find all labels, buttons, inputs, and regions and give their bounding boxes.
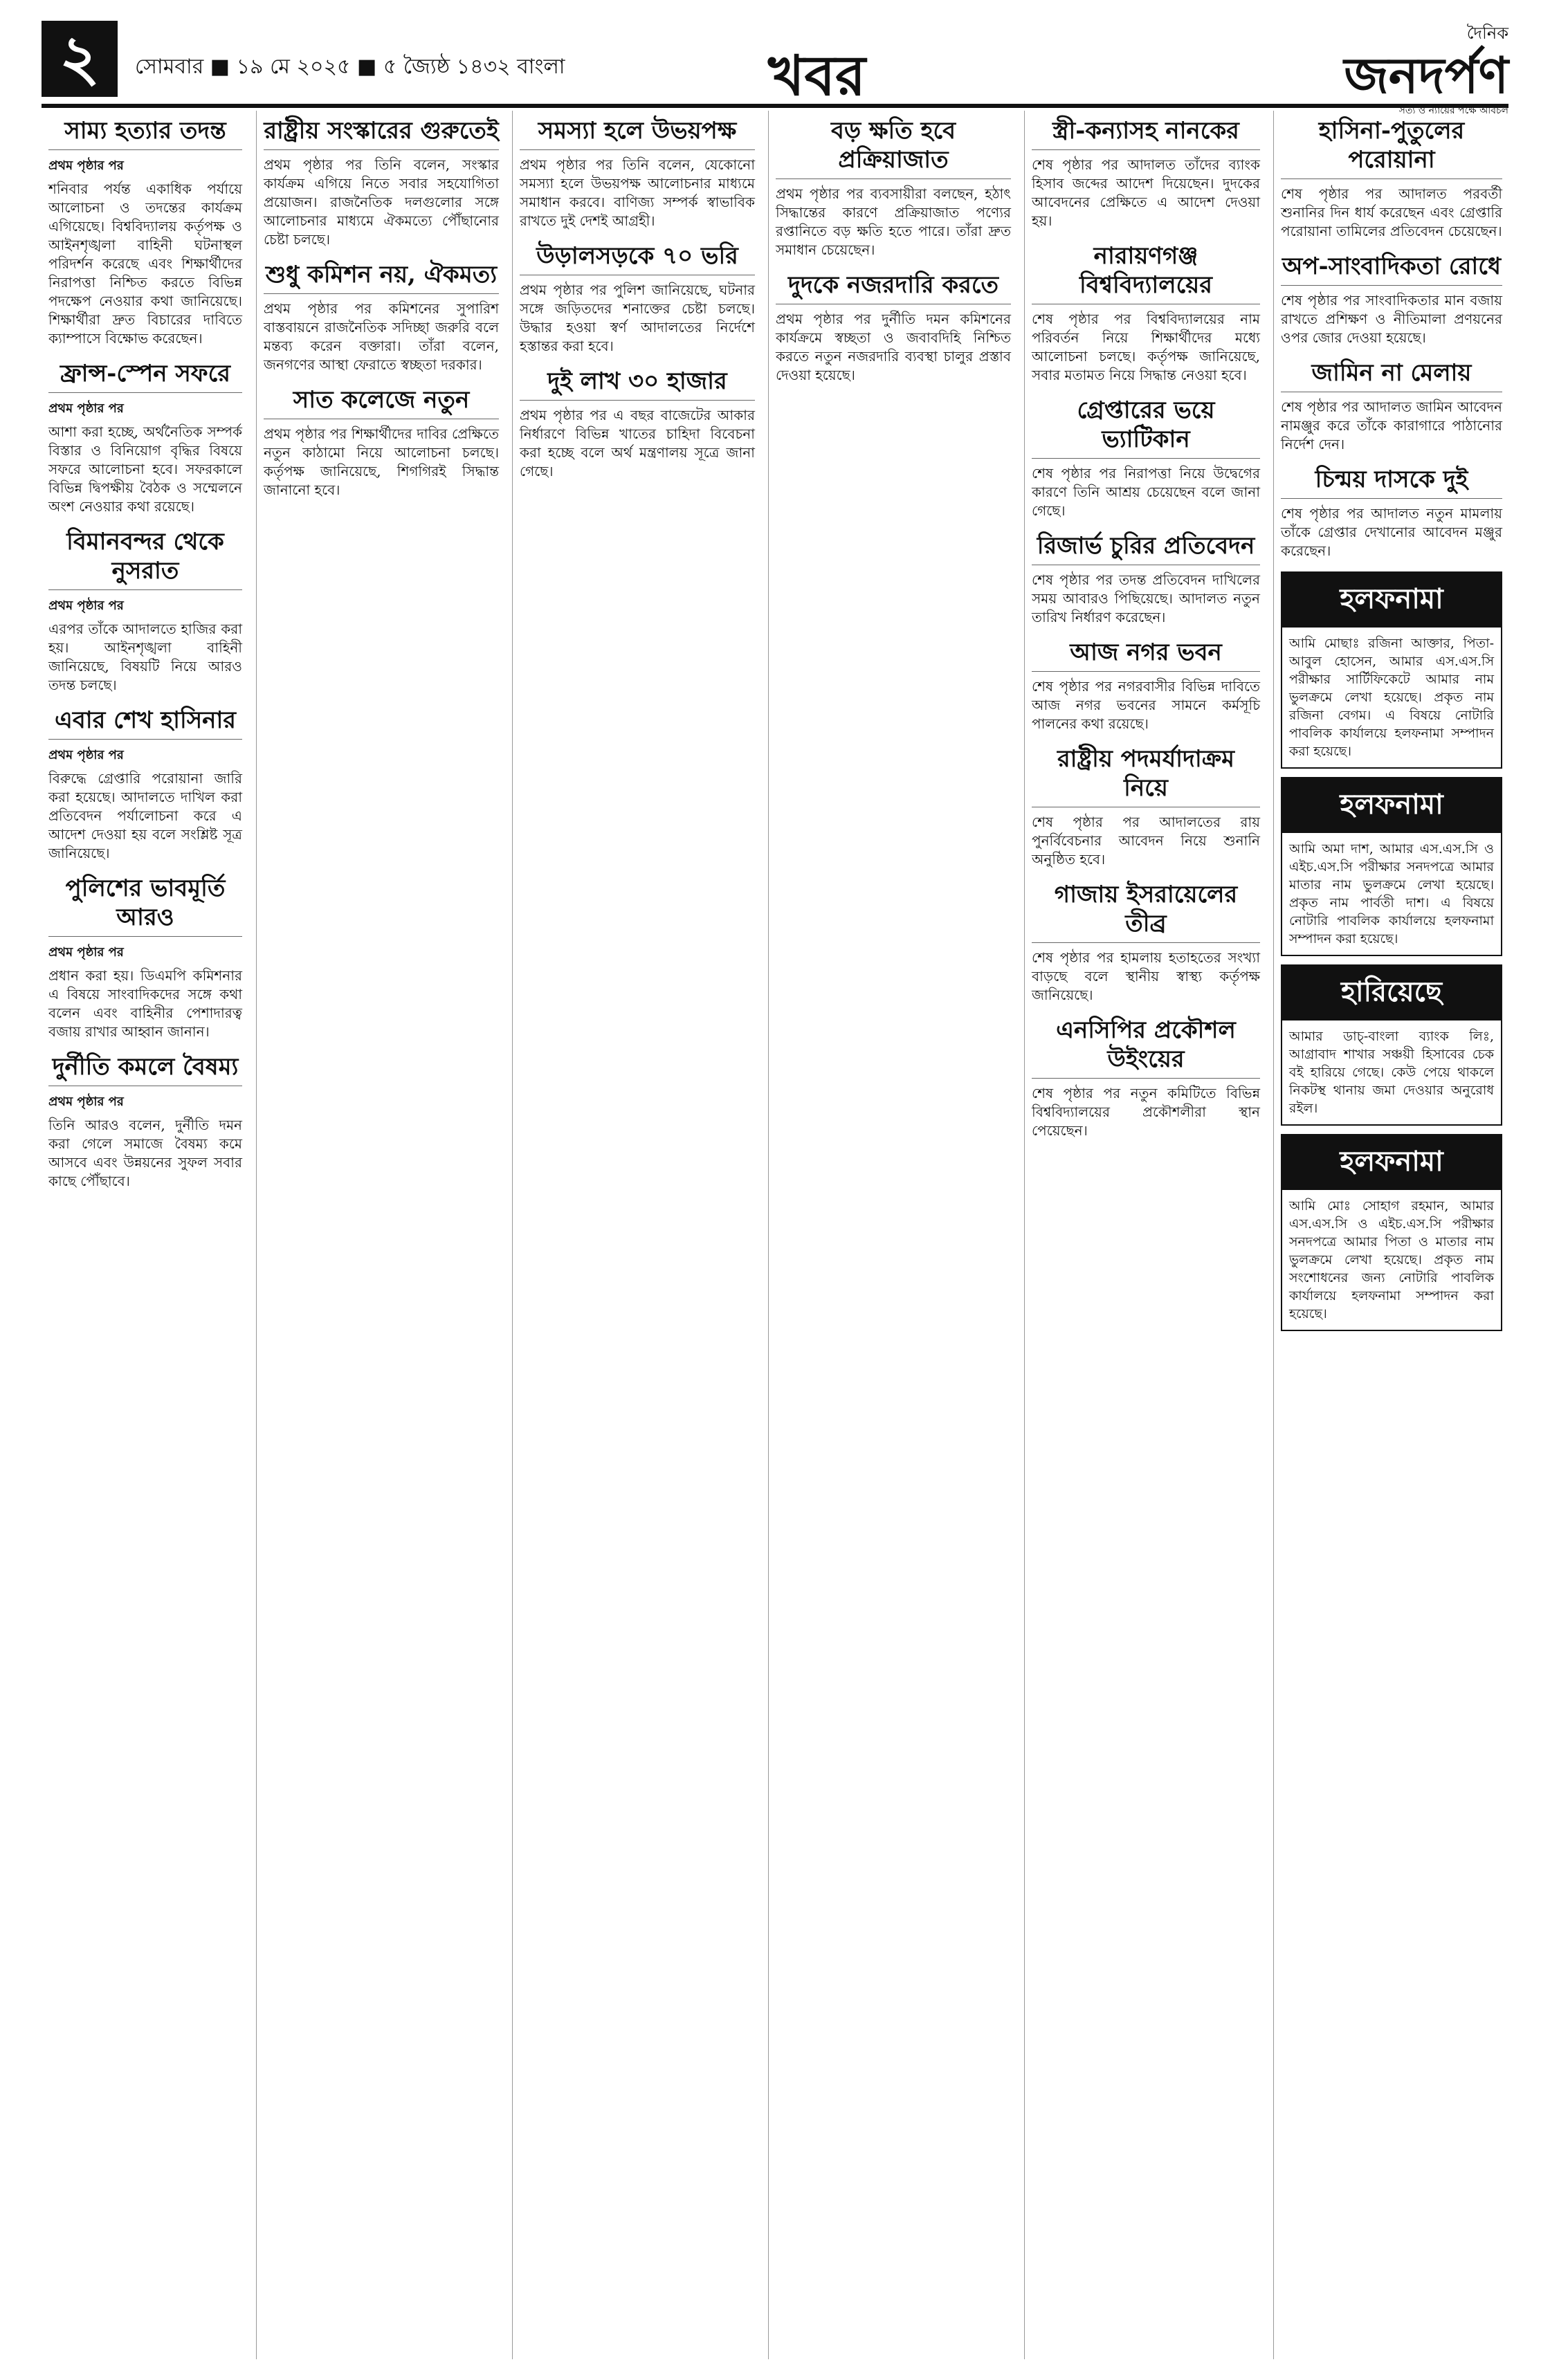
story-body: তিনি আরও বলেন, দুর্নীতি দমন করা গেলে সমাজে বৈষম্য কমে আসবে এবং উন্নয়নের সুফল সবার কাছে পৌঁছাবে।	[48, 1117, 242, 1189]
column-3	[512, 111, 762, 2359]
story-body: প্রধান করা হয়। ডিএমপি কমিশনার এ বিষয়ে সাংবাদিকদের সঙ্গে কথা বলেন এবং বাহিনীর পেশাদারত্ব বজায় রাখার আহ্বান জানান।	[48, 967, 242, 1040]
page-number: ২	[42, 21, 118, 97]
story	[1032, 396, 1260, 520]
column-4	[768, 111, 1018, 2359]
story	[1032, 744, 1260, 869]
story-body: শেষ পৃষ্ঠার পর নগরবাসীর বিভিন্ন দাবিতে আজ নগর ভবনের সামনে কর্মসূচি পালনের কথা রয়েছে।	[1032, 678, 1260, 732]
story-body: শেষ পৃষ্ঠার পর নতুন কমিটিতে বিভিন্ন বিশ্ববিদ্যালয়ের প্রকৌশলীরা স্থান পেয়েছেন।	[1032, 1085, 1260, 1139]
classified-ad	[1281, 777, 1502, 956]
story	[520, 241, 755, 356]
story-body: প্রথম পৃষ্ঠার পর এ বছর বাজেটের আকার নির্ধারণে বিভিন্ন খাতের চাহিদা বিবেচনা করা হচ্ছে বলে অর্থ মন্ত্রণালয় সূত্রে জানা গেছে।	[520, 407, 755, 479]
continued-label: প্রথম পৃষ্ঠার পর	[48, 598, 124, 613]
story	[1281, 465, 1502, 560]
continued-label: প্রথম পৃষ্ঠার পর	[48, 1095, 124, 1109]
story	[264, 385, 499, 500]
story-body: প্রথম পৃষ্ঠার পর দুর্নীতি দমন কমিশনের কার্যক্রমে স্বচ্ছতা ও জবাবদিহি নিশ্চিত করতে নতুন নজরদারি ব্যবস্থা চালুর প্রস্তাব দেওয়া হয়েছে।	[776, 311, 1011, 383]
story-headline: সমস্যা হলে উভয়পক্ষ	[520, 116, 755, 150]
story-headline: বিমানবন্দর থেকে নুসরাত	[48, 527, 242, 590]
story-headline: গ্রেপ্তারের ভয়ে ভ্যাটিকান	[1032, 396, 1260, 459]
story-headline: দুদকে নজরদারি করতে	[776, 271, 1011, 304]
classified-ad	[1281, 571, 1502, 769]
masthead-bar	[42, 21, 1508, 116]
story	[48, 874, 242, 1041]
story	[520, 367, 755, 481]
classified-ad	[1281, 1134, 1502, 1331]
story-body: প্রথম পৃষ্ঠার পর শিক্ষার্থীদের দাবির প্রেক্ষিতে নতুন কাঠামো নিয়ে আলোচনা চলছে। কর্তৃপক্ষ জানিয়েছে, শিগগিরই সিদ্ধান্ত জানানো হবে।	[264, 425, 499, 498]
story-body: প্রথম পৃষ্ঠার পর পুলিশ জানিয়েছে, ঘটনার সঙ্গে জড়িতদের শনাক্তের চেষ্টা চলছে। উদ্ধার হওয়া স্বর্ণ আদালতের নির্দেশে হস্তান্তর করা হবে।	[520, 282, 755, 354]
story-headline: সাত কলেজে নতুন	[264, 385, 499, 419]
story-headline: নারায়ণগঞ্জ বিশ্ববিদ্যালয়ের	[1032, 241, 1260, 304]
story-body: শেষ পৃষ্ঠার পর হামলায় হতাহতের সংখ্যা বাড়ছে বলে স্থানীয় স্বাস্থ্য কর্তৃপক্ষ জানিয়েছে।	[1032, 949, 1260, 1003]
story-body: শেষ পৃষ্ঠার পর বিশ্ববিদ্যালয়ের নাম পরিবর্তন নিয়ে শিক্ষার্থীদের মধ্যে আলোচনা চলছে। কর্তৃপক্ষ জানিয়েছে, সবার মতামত নিয়ে সিদ্ধান্ত নেওয়া হবে।	[1032, 311, 1260, 383]
story	[1281, 116, 1502, 241]
section-title: খবর	[768, 44, 866, 108]
story-headline: অপ-সাংবাদিকতা রোধে	[1281, 252, 1502, 286]
story-headline: এনসিপির প্রকৌশল উইংয়ের	[1032, 1016, 1260, 1079]
story	[264, 116, 499, 249]
story	[1281, 252, 1502, 347]
story-body: শেষ পৃষ্ঠার পর আদালত জামিন আবেদন নামঞ্জুর করে তাঁকে কারাগারে পাঠানোর নির্দেশ দেন।	[1281, 399, 1502, 452]
story	[48, 706, 242, 863]
ad-title: হলফনামা	[1282, 778, 1501, 833]
story-headline: দুর্নীতি কমলে বৈষম্য	[48, 1052, 242, 1086]
story-body: প্রথম পৃষ্ঠার পর ব্যবসায়ীরা বলছেন, হঠাৎ সিদ্ধান্তের কারণে প্রক্রিয়াজাত পণ্যের রপ্তানিতে বড় ক্ষতি হতে পারে। তাঁরা দ্রুত সমাধান চেয়েছেন।	[776, 185, 1011, 258]
column-6	[1273, 111, 1509, 2359]
story-headline: ফ্রান্স-স্পেন সফরে	[48, 359, 242, 393]
story-headline: উড়ালসড়কে ৭০ ভরি	[520, 241, 755, 275]
story-body: শেষ পৃষ্ঠার পর আদালত তাঁদের ব্যাংক হিসাব জব্দের আদেশ দিয়েছেন। দুদকের আবেদনের প্রেক্ষিতে এ আদেশ দেওয়া হয়।	[1032, 156, 1260, 229]
column-2	[256, 111, 506, 2359]
story-headline: চিন্ময় দাসকে দুই	[1281, 465, 1502, 499]
story-body: আশা করা হচ্ছে, অর্থনৈতিক সম্পর্ক বিস্তার ও বিনিয়োগ বৃদ্ধির বিষয়ে সফরে আলোচনা হবে। সফরকালে বিভিন্ন দ্বিপক্ষীয় বৈঠক ও সম্মেলনে অংশ নেওয়ার কথা রয়েছে।	[48, 423, 242, 515]
column-5	[1024, 111, 1267, 2359]
story-headline: স্ত্রী-কন্যাসহ নানকের	[1032, 116, 1260, 150]
story-headline: বড় ক্ষতি হবে প্রক্রিয়াজাত	[776, 116, 1011, 179]
ad-body: আমি মোছাঃ রজিনা আক্তার, পিতা- আবুল হোসেন, আমার এস.এস.সি পরীক্ষার সার্টিফিকেটে আমার নাম ভুলক্রমে লেখা হয়েছে। প্রকৃত নাম রজিনা বেগম। এ বিষয়ে নোটারি পাবলিক কার্যালয়ে হলফনামা সম্পাদন করা হয়েছে।	[1289, 636, 1494, 759]
story	[776, 271, 1011, 385]
story-body: শেষ পৃষ্ঠার পর আদালত পরবর্তী শুনানির দিন ধার্য করেছেন এবং গ্রেপ্তারি পরোয়ানা তামিলের প্রতিবেদন চেয়েছেন।	[1281, 185, 1502, 239]
ad-body: আমি অমা দাশ, আমার এস.এস.সি ও এইচ.এস.সি পরীক্ষার সনদপত্রে আমার মাতার নাম ভুলক্রমে লেখা হয়েছে। প্রকৃত নাম পার্বতী দাশ। এ বিষয়ে নোটারি পাবলিক কার্যালয়ে হলফনামা সম্পাদন করা হয়েছে।	[1289, 841, 1494, 946]
story-headline: রাষ্ট্রীয় সংস্কারের গুরুতেই	[264, 116, 499, 150]
story	[264, 260, 499, 374]
story-body: প্রথম পৃষ্ঠার পর তিনি বলেন, যেকোনো সমস্যা হলে উভয়পক্ষ আলোচনার মাধ্যমে সমাধান করবে। বাণিজ্য সম্পর্ক স্বাভাবিক রাখতে দুই দেশই আগ্রহী।	[520, 156, 755, 229]
story-headline: এবার শেখ হাসিনার	[48, 706, 242, 740]
story	[48, 527, 242, 695]
story-body: শেষ পৃষ্ঠার পর তদন্ত প্রতিবেদন দাখিলের সময় আবারও পিছিয়েছে। আদালত নতুন তারিখ নির্ধারণ করেছেন।	[1032, 571, 1260, 625]
story	[1281, 358, 1502, 454]
story-body: বিরুদ্ধে গ্রেপ্তারি পরোয়ানা জারি করা হয়েছে। আদালতে দাখিল করা প্রতিবেদন পর্যালোচনা করে এ আদেশ দেওয়া হয় বলে সংশ্লিষ্ট সূত্র জানিয়েছে।	[48, 770, 242, 861]
story-headline: দুই লাখ ৩০ হাজার	[520, 367, 755, 401]
column-1	[42, 111, 249, 2359]
story-headline: রিজার্ভ চুরির প্রতিবেদন	[1032, 531, 1260, 565]
ad-title: হারিয়েছে	[1282, 966, 1501, 1020]
story-body: শেষ পৃষ্ঠার পর নিরাপত্তা নিয়ে উদ্বেগের কারণে তিনি আশ্রয় চেয়েছেন বলে জানা গেছে।	[1032, 465, 1260, 519]
ad-body: আমার ডাচ্‌-বাংলা ব্যাংক লিঃ, আগ্রাবাদ শাখার সঞ্চয়ী হিসাবের চেক বই হারিয়ে গেছে। কেউ পেয়ে থাকলে নিকটস্থ থানায় জমা দেওয়ার অনুরোধ রইল।	[1289, 1029, 1494, 1116]
story-body: প্রথম পৃষ্ঠার পর তিনি বলেন, সংস্কার কার্যক্রম এগিয়ে নিতে সবার সহযোগিতা প্রয়োজন। রাজনৈতিক দলগুলোর সঙ্গে আলোচনার মাধ্যমে ঐকমত্যে পৌঁছানোর চেষ্টা চলছে।	[264, 156, 499, 248]
story-headline: সাম্য হত্যার তদন্ত	[48, 116, 242, 150]
story	[520, 116, 755, 230]
story	[1032, 638, 1260, 733]
story	[1032, 116, 1260, 230]
story	[776, 116, 1011, 259]
story	[48, 116, 242, 348]
story-body: এরপর তাঁকে আদালতে হাজির করা হয়। আইনশৃঙ্খলা বাহিনী জানিয়েছে, বিষয়টি নিয়ে আরও তদন্ত চলছে।	[48, 621, 242, 693]
logo-prefix: দৈনিক	[1466, 24, 1508, 43]
ad-title: হলফনামা	[1282, 573, 1501, 628]
continued-label: প্রথম পৃষ্ঠার পর	[48, 748, 124, 762]
newspaper-logo	[1259, 21, 1508, 116]
continued-label: প্রথম পৃষ্ঠার পর	[48, 945, 124, 960]
story-headline: হাসিনা-পুতুলের পরোয়ানা	[1281, 116, 1502, 179]
dateline: সোমবার ■ ১৯ মে ২০২৫ ■ ৫ জ্যৈষ্ঠ ১৪৩২ বাংলা	[135, 55, 565, 79]
story	[1032, 880, 1260, 1005]
story-body: শেষ পৃষ্ঠার পর আদালত নতুন মামলায় তাঁকে গ্রেপ্তার দেখানোর আবেদন মঞ্জুর করেছেন।	[1281, 505, 1502, 559]
story-headline: রাষ্ট্রীয় পদমর্যাদাক্রম নিয়ে	[1032, 744, 1260, 807]
story-body: শেষ পৃষ্ঠার পর আদালতের রায় পুনর্বিবেচনার আবেদন নিয়ে শুনানি অনুষ্ঠিত হবে।	[1032, 814, 1260, 868]
story	[48, 359, 242, 516]
classified-ad	[1281, 964, 1502, 1126]
story	[48, 1052, 242, 1191]
continued-label: প্রথম পৃষ্ঠার পর	[48, 401, 124, 416]
story-body: শেষ পৃষ্ঠার পর সাংবাদিকতার মান বজায় রাখতে প্রশিক্ষণ ও নীতিমালা প্রণয়নের ওপর জোর দেওয়া হয়েছে।	[1281, 292, 1502, 346]
story-headline: শুধু কমিশন নয়, ঐকমত্য	[264, 260, 499, 294]
continued-label: প্রথম পৃষ্ঠার পর	[48, 158, 124, 173]
story-body: প্রথম পৃষ্ঠার পর কমিশনের সুপারিশ বাস্তবায়নে রাজনৈতিক সদিচ্ছা জরুরি বলে মন্তব্য করেন বক্তারা। তাঁরা বলেন, জনগণের আস্থা ফেরাতে স্বচ্ছতা দরকার।	[264, 300, 499, 373]
story-headline: আজ নগর ভবন	[1032, 638, 1260, 672]
ad-body: আমি মোঃ সোহাগ রহমান, আমার এস.এস.সি ও এইচ.এস.সি পরীক্ষার সনদপত্রে আমার পিতা ও মাতার নাম ভুলক্রমে লেখা হয়েছে। প্রকৃত নাম সংশোধনের জন্য নোটারি পাবলিক কার্যালয়ে হলফনামা সম্পাদন করা হয়েছে।	[1289, 1198, 1494, 1321]
ad-title: হলফনামা	[1282, 1135, 1501, 1190]
story-headline: পুলিশের ভাবমূর্তি আরও	[48, 874, 242, 937]
logo-name: জনদর্পণ	[1344, 46, 1508, 104]
story	[1032, 531, 1260, 627]
story-body: শনিবার পর্যন্ত একাধিক পর্যায়ে আলোচনা ও তদন্তের কার্যক্রম এগিয়েছে। বিশ্ববিদ্যালয় কর্তৃপক্ষ ও আইনশৃঙ্খলা বাহিনী ঘটনাস্থল পরিদর্শন করেছে এবং শিক্ষার্থীদের নিরাপত্তা নিশ্চিত করতে বিভিন্ন পদক্ষেপ নেওয়ার কথা জানিয়েছে। শিক্ষার্থীরা দ্রুত বিচারের দাবিতে ক্যাম্পাসে বিক্ষোভ করেছেন।	[48, 181, 242, 347]
story	[1032, 241, 1260, 385]
story-headline: গাজায় ইসরায়েলের তীব্র	[1032, 880, 1260, 943]
story-headline: জামিন না মেলায়	[1281, 358, 1502, 392]
story	[1032, 1016, 1260, 1140]
logo-tagline: সত্য ও ন্যায়ের পক্ষে অবিচল	[1398, 105, 1508, 116]
